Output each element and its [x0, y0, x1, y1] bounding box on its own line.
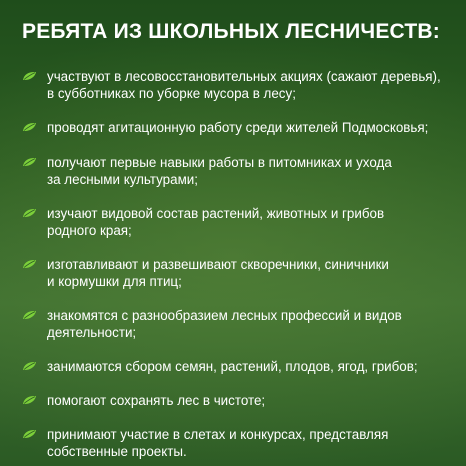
list-item [20, 307, 448, 341]
leaf-icon [22, 71, 37, 81]
leaf-icon [22, 122, 37, 132]
list-item-text: участвуют в лесовосстановительных акциях (сажают деревья), в субботниках по уборке мусора в лесу; [47, 69, 441, 101]
leaf-icon [22, 429, 37, 439]
list-item-text: изучают видовой состав растений, животных и грибов родного края; [47, 206, 385, 238]
leaf-icon [22, 157, 37, 167]
list-item [20, 205, 448, 239]
list-item [20, 119, 448, 136]
leaf-icon [22, 395, 37, 405]
list-item-text: занимаются сбором семян, растений, плодов, ягод, грибов; [47, 359, 418, 374]
list-item-text: изготавливают и развешивают скворечники, синичники и кормушки для птиц; [47, 257, 389, 289]
list-item-text: знакомятся с разнообразием лесных профессий и видов деятельности; [47, 308, 402, 340]
list-item [20, 392, 448, 409]
list-item-text: проводят агитационную работу среди жителей Подмосковья; [47, 120, 429, 135]
list-item-text: получают первые навыки работы в питомниках и ухода за лесными культурами; [47, 155, 392, 187]
leaf-icon [22, 259, 37, 269]
leaf-icon [22, 361, 37, 371]
list-item [20, 426, 448, 460]
activities-list [20, 68, 448, 460]
page-title: РЕБЯТА ИЗ ШКОЛЬНЫХ ЛЕСНИЧЕСТВ: [22, 20, 440, 43]
leaf-icon [22, 310, 37, 320]
list-item [20, 358, 448, 375]
leaf-icon [22, 208, 37, 218]
list-item [20, 68, 448, 102]
list-item-text: принимают участие в слетах и конкурсах, представляя собственные проекты. [47, 427, 389, 459]
list-item-text: помогают сохранять лес в чистоте; [47, 393, 266, 408]
list-item [20, 154, 448, 188]
list-item [20, 256, 448, 290]
